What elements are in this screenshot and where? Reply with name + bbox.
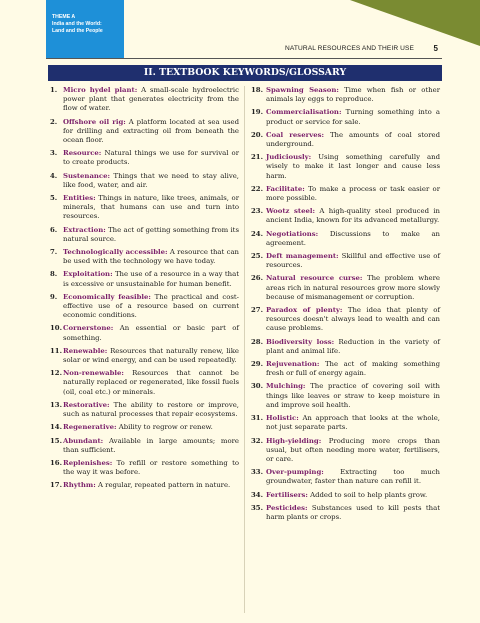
glossary-entry (50, 347, 239, 365)
glossary-entry (50, 293, 239, 321)
entry-number: 19. (251, 108, 263, 117)
glossary-entry (50, 481, 239, 490)
glossary-columns (50, 86, 440, 613)
entry-number: 13. (50, 400, 62, 409)
entry-text (63, 481, 239, 490)
entry-term: Replenishes: (63, 458, 113, 467)
entry-number: 30. (251, 382, 263, 391)
entry-term: Non-renewable: (63, 369, 124, 378)
entry-number: 3. (50, 149, 58, 158)
glossary-entry (251, 230, 440, 248)
entry-definition: Substances used to kill pests that harm plants or crops. (266, 503, 440, 521)
entry-term: Negotiations: (266, 229, 319, 238)
glossary-entry (50, 459, 239, 477)
entry-number: 1. (50, 86, 58, 94)
entry-number: 6. (50, 225, 58, 234)
entry-number: 26. (251, 274, 263, 283)
entry-term: Entities: (63, 194, 96, 203)
glossary-entry (50, 118, 239, 146)
entry-definition: To make a process or task easier or more possible. (266, 184, 440, 203)
entry-number: 33. (251, 468, 263, 477)
entry-definition: The use of a resource in a way that is excessive or unsustainable for human benefit. (63, 270, 239, 288)
entry-number: 12. (50, 369, 62, 378)
entry-term: Pesticides: (266, 503, 308, 512)
glossary-entry (50, 226, 239, 244)
entry-number: 15. (50, 436, 62, 445)
theme-line-1: THEME A (52, 14, 76, 20)
entry-definition: Resources that naturally renew, like solar or wind energy, and can be used repeatedly. (63, 346, 239, 365)
entry-definition: Natural things we use for survival or to create products. (63, 149, 239, 167)
entry-term: Holistic: (266, 414, 299, 423)
entry-number: 8. (50, 270, 58, 279)
entry-definition: Added to soil to help plants grow. (310, 490, 428, 499)
glossary-entry (251, 382, 440, 410)
entry-number: 5. (50, 194, 58, 203)
glossary-entry (251, 437, 440, 465)
glossary-right-column (251, 86, 440, 613)
glossary-entry (251, 274, 440, 302)
entry-definition: Time when fish or other animals lay eggs to reproduce. (266, 86, 440, 104)
entry-definition: Resources that cannot be naturally replaced or regenerated, like fossil fuels (oil, coal etc.) or minerals. (63, 369, 239, 396)
entry-text (266, 86, 440, 104)
entry-term: Renewable: (63, 346, 108, 355)
entry-definition: Available in large amounts; more than sufficient. (63, 436, 239, 454)
glossary-entry (251, 207, 440, 225)
entry-term: Judiciously: (266, 153, 312, 162)
page-number: 5 (433, 44, 438, 53)
entry-text (63, 401, 239, 419)
entry-number: 10. (50, 324, 62, 333)
entry-term: Paradox of plenty: (266, 306, 343, 315)
entry-term: Exploitation: (63, 270, 113, 279)
entry-number: 16. (50, 458, 62, 467)
entry-definition: An approach that looks at the whole, not just separate parts. (266, 414, 440, 432)
entry-definition: The practice of covering soil with things like leaves or straw to keep moisture in and improve soil health. (266, 382, 440, 409)
glossary-entry (251, 108, 440, 126)
entry-definition: An essential or basic part of something. (63, 324, 239, 342)
entry-text (266, 338, 440, 356)
entry-term: Offshore oil rig: (63, 117, 126, 126)
entry-term: Regenerative: (63, 423, 117, 432)
entry-definition: A small-scale hydroelectric power plant that generates electricity from the flow of water. (63, 86, 239, 113)
entry-term: Biodiversity loss: (266, 337, 335, 346)
section-banner: II. TEXTBOOK KEYWORDS/GLOSSARY (48, 65, 442, 81)
glossary-entry (50, 194, 239, 222)
entry-text (63, 118, 239, 146)
entry-text (266, 437, 440, 465)
glossary-entry (50, 86, 239, 114)
glossary-entry (251, 86, 440, 104)
entry-term: Restorative: (63, 400, 110, 409)
entry-term: Fertilisers: (266, 490, 308, 499)
entry-text (266, 504, 440, 522)
entry-text (63, 226, 239, 244)
entry-definition: Producing more crops than usual, but often needing more water, fertilisers, or care. (266, 436, 440, 463)
glossary-entry (251, 185, 440, 203)
entry-term: Rhythm: (63, 481, 96, 490)
entry-text (266, 252, 440, 270)
entry-definition: Skillful and effective use of resources. (266, 252, 440, 270)
theme-tag (46, 0, 124, 58)
entry-definition: Things that we need to stay alive, like food, water, and air. (63, 171, 239, 189)
entry-definition: A regular, repeated pattern in nature. (97, 481, 231, 490)
entry-definition: The act of making something fresh or full of energy again. (266, 360, 440, 378)
entry-text (63, 459, 239, 477)
glossary-entry (251, 414, 440, 432)
entry-definition: Extracting too much groundwater, faster than nature can refill it. (266, 468, 440, 486)
entry-number: 29. (251, 360, 263, 369)
entry-number: 14. (50, 423, 62, 432)
entry-text (266, 131, 440, 149)
entry-number: 24. (251, 229, 263, 238)
entry-term: Deft management: (266, 252, 339, 261)
entry-definition: The amounts of coal stored underground. (266, 130, 440, 149)
entry-term: Spawning Season: (266, 86, 339, 94)
entry-definition: A platform located at sea used for drilling and extracting oil from beneath the ocean floor. (63, 117, 239, 145)
entry-number: 2. (50, 117, 58, 126)
entry-term: Extraction: (63, 225, 106, 234)
entry-term: Wootz steel: (266, 207, 316, 216)
entry-number: 32. (251, 436, 263, 445)
entry-definition: The idea that plenty of resources doesn't always lead to wealth and can cause problems. (266, 306, 441, 333)
entry-text (63, 293, 239, 321)
glossary-entry (50, 401, 239, 419)
glossary-entry (50, 172, 239, 190)
entry-number: 9. (50, 292, 58, 301)
glossary-entry (50, 423, 239, 432)
entry-number: 21. (251, 153, 263, 162)
entry-number: 35. (251, 503, 263, 512)
entry-number: 28. (251, 337, 263, 346)
glossary-entry (251, 491, 440, 500)
entry-text (63, 248, 239, 266)
entry-text (63, 437, 239, 455)
entry-text (266, 468, 440, 486)
entry-number: 17. (50, 481, 62, 490)
entry-text (266, 274, 440, 302)
theme-line-3: Land and the People (52, 28, 103, 34)
entry-number: 7. (50, 248, 58, 257)
entry-term: Rejuvenation: (266, 360, 320, 369)
entry-text (63, 324, 239, 342)
glossary-entry (251, 306, 440, 334)
entry-term: Economically feasible: (63, 292, 151, 301)
entry-text (266, 108, 440, 126)
entry-number: 23. (251, 207, 263, 216)
entry-definition: The ability to restore or improve, such as natural processes that repair ecosystems. (63, 400, 239, 419)
entry-number: 20. (251, 130, 263, 139)
entry-number: 27. (251, 306, 263, 315)
entry-definition: Things in nature, like trees, animals, or minerals, that humans can use and turn into resources. (63, 194, 239, 221)
entry-text (266, 382, 440, 410)
entry-number: 4. (50, 171, 58, 180)
entry-text (266, 185, 440, 203)
entry-text (266, 207, 440, 225)
entry-definition: Reduction in the variety of plant and animal life. (266, 337, 440, 355)
entry-number: 18. (251, 86, 263, 94)
entry-text (266, 414, 440, 432)
entry-text (266, 491, 440, 500)
header-rule (46, 58, 442, 59)
entry-term: Coal reserves: (266, 130, 325, 139)
entry-number: 34. (251, 490, 263, 499)
entry-number: 25. (251, 252, 263, 261)
entry-number: 22. (251, 184, 263, 193)
entry-term: Over-pumping: (266, 468, 324, 477)
entry-text (266, 360, 440, 378)
glossary-left-column (50, 86, 245, 613)
entry-text (266, 153, 440, 181)
entry-text (266, 306, 440, 334)
entry-term: Cornerstone: (63, 324, 114, 333)
entry-definition: Ability to regrow or renew. (118, 423, 213, 432)
entry-text (266, 230, 440, 248)
entry-term: Mulching: (266, 382, 306, 391)
entry-definition: To refill or restore something to the way it was before. (63, 458, 239, 477)
entry-term: Micro hydel plant: (63, 86, 138, 94)
entry-definition: The practical and cost-effective use of a resource based on current economic conditions. (63, 292, 239, 320)
corner-decoration (350, 0, 480, 46)
entry-text (63, 347, 239, 365)
entry-number: 11. (50, 346, 62, 355)
entry-number: 31. (251, 414, 263, 423)
glossary-entry (251, 468, 440, 486)
entry-term: Commercialisation: (266, 108, 342, 117)
glossary-entry (50, 369, 239, 397)
glossary-entry (251, 131, 440, 149)
entry-text (63, 172, 239, 190)
entry-text (63, 86, 239, 114)
entry-definition: The problem where areas rich in natural resources grow more slowly because of mismanagement or corruption. (266, 274, 440, 301)
glossary-entry (251, 338, 440, 356)
glossary-entry (251, 504, 440, 522)
entry-definition: Discussions to make an agreement. (266, 229, 440, 247)
entry-term: Technologically accessible: (63, 248, 168, 257)
entry-term: Sustenance: (63, 171, 111, 180)
entry-term: Abundant: (63, 436, 104, 445)
glossary-entry (50, 248, 239, 266)
glossary-entry (50, 270, 239, 288)
entry-term: High-yielding: (266, 436, 322, 445)
glossary-entry (50, 324, 239, 342)
entry-term: Resource: (63, 149, 102, 158)
glossary-entry (251, 252, 440, 270)
glossary-entry (50, 149, 239, 167)
entry-term: Facilitate: (266, 184, 305, 193)
theme-line-2: India and the World: (52, 21, 102, 27)
running-title: NATURAL RESOURCES AND THEIR USE (284, 45, 414, 52)
entry-definition: Turning something into a product or service for sale. (266, 108, 440, 126)
entry-text (63, 369, 239, 397)
entry-definition: A high-quality steel produced in ancient India, known for its advanced metallurgy. (266, 207, 440, 225)
entry-text (63, 149, 239, 167)
entry-term: Natural resource curse: (266, 274, 363, 283)
glossary-entry (251, 360, 440, 378)
entry-text (63, 423, 239, 432)
glossary-entry (251, 153, 440, 181)
entry-text (63, 270, 239, 288)
entry-text (63, 194, 239, 222)
entry-definition: Using something carefully and wisely to make it last longer and cause less harm. (266, 153, 440, 180)
entry-definition: The act of getting something from its natural source. (63, 225, 239, 243)
entry-definition: A resource that can be used with the technology we have today. (63, 248, 239, 266)
glossary-entry (50, 437, 239, 455)
